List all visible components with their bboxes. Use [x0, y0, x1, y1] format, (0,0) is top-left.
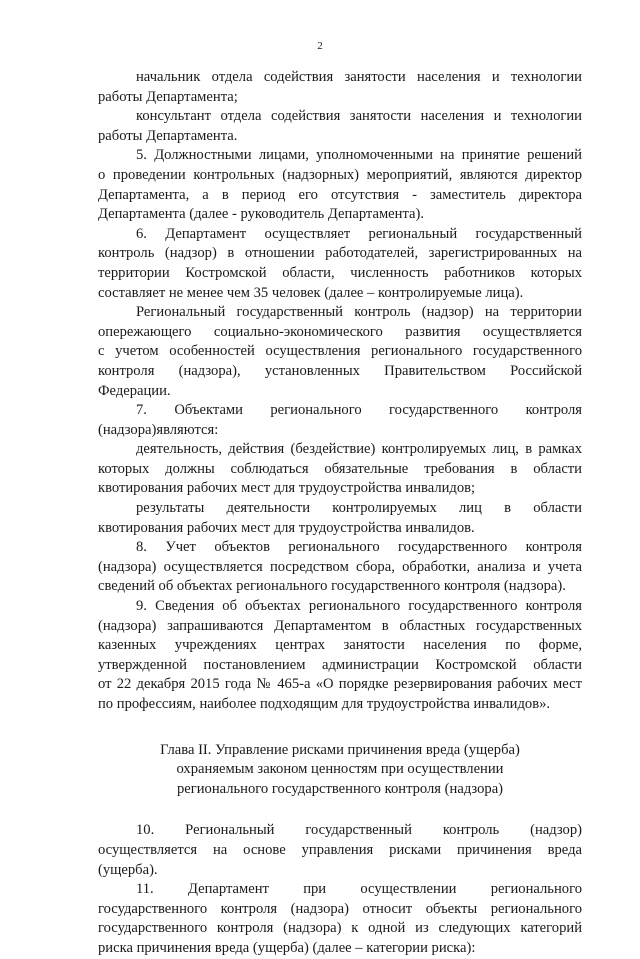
clause-6-line: контроль (надзор) в отношении работодателей, зарегистрированных на — [98, 245, 582, 262]
clause-7-line: (надзора)являются: — [98, 421, 219, 438]
clause-11-line: государственного контроля (надзора) к одной из следующих категорий — [98, 920, 582, 937]
paragraph-line: работы Департамента. — [98, 127, 238, 144]
paragraph-line: Региональный государственный контроль (надзор) на территории — [136, 304, 582, 321]
clause-9-line: от 22 декабря 2015 года № 465-а «О порядке резервирования рабочих мест — [98, 676, 582, 693]
paragraph-line: Федерации. — [98, 382, 171, 399]
clause-7-line: квотирования рабочих мест для трудоустройства инвалидов. — [98, 519, 475, 536]
clause-8-line: 8. Учет объектов регионального государственного контроля — [136, 539, 582, 556]
paragraph-line: консультант отдела содействия занятости населения и технологии — [136, 108, 582, 125]
page-number: 2 — [317, 40, 323, 52]
clause-10-line: осуществляется на основе управления рисками причинения вреда — [98, 841, 582, 858]
clause-8-line: сведений об объектах регионального государственного контроля (надзора). — [98, 578, 566, 595]
clause-7-line: 7. Объектами регионального государственного контроля — [136, 402, 582, 419]
document-body — [98, 68, 582, 959]
clause-9-line: казенных учреждениях центрах занятости населения по форме, — [98, 637, 582, 654]
clause-9-line: 9. Сведения об объектах регионального государственного контроля — [136, 598, 582, 615]
paragraph-line: контроля (надзора), установленных Правительством Российской — [98, 362, 582, 379]
paragraph-line: начальник отдела содействия занятости населения и технологии — [136, 69, 582, 85]
clause-7-line: которых должны соблюдаться обязательные требования в области — [98, 460, 582, 477]
chapter-heading-line: Глава II. Управление рисками причинения вреда (ущерба) — [160, 741, 520, 758]
clause-10-line: (ущерба). — [98, 861, 158, 878]
clause-5-line: 5. Должностными лицами, уполномоченными на принятие решений — [136, 147, 582, 164]
paragraph-line: опережающего социально-экономического развития осуществляется — [98, 323, 582, 340]
clause-8-line: (надзора) осуществляется посредством сбора, обработки, анализа и учета — [98, 558, 582, 575]
clause-6-line: составляет не менее чем 35 человек (далее – контролируемые лица). — [98, 284, 524, 301]
clause-11-line: государственного контроля (надзора) относит объекты регионального — [98, 900, 582, 917]
chapter-heading-line: регионального государственного контроля (надзора) — [176, 780, 504, 797]
clause-9-line: по профессиям, наиболее подходящим для трудоустройства инвалидов». — [98, 696, 551, 712]
clause-7-line: деятельность, действия (бездействие) контролируемых лиц, в рамках — [136, 441, 582, 458]
clause-9-line: утвержденной постановлением администрации Костромской области — [98, 656, 582, 673]
clause-5-line: Департамента (далее - руководитель Департамента). — [98, 206, 425, 223]
clause-5-line: о проведении контрольных (надзорных) мероприятий, являются директор — [98, 166, 582, 183]
clause-6-line: территории Костромской области, численность работников которых — [98, 264, 582, 281]
paragraph-line: с учетом особенностей осуществления регионального государственного — [98, 343, 582, 360]
clause-11-line: риска причинения вреда (ущерба) (далее – категории риска): — [98, 939, 476, 956]
clause-7-line: квотирования рабочих мест для трудоустройства инвалидов; — [98, 480, 476, 497]
clause-5-line: Департамента, а в период его отсутствия - заместитель директора — [98, 186, 582, 203]
clause-11-line: 11. Департамент при осуществлении регионального — [136, 881, 582, 898]
clause-6-line: 6. Департамент осуществляет региональный государственный — [136, 225, 582, 242]
clause-9-line: (надзора) запрашиваются Департаментом в областных государственных — [98, 617, 582, 634]
clause-10-line: 10. Региональный государственный контроль (надзор) — [136, 822, 582, 839]
chapter-heading-line: охраняемым законом ценностям при осуществлении — [176, 761, 504, 778]
clause-7-line: результаты деятельности контролируемых лиц в области — [136, 500, 582, 517]
paragraph-line: работы Департамента; — [98, 88, 238, 105]
